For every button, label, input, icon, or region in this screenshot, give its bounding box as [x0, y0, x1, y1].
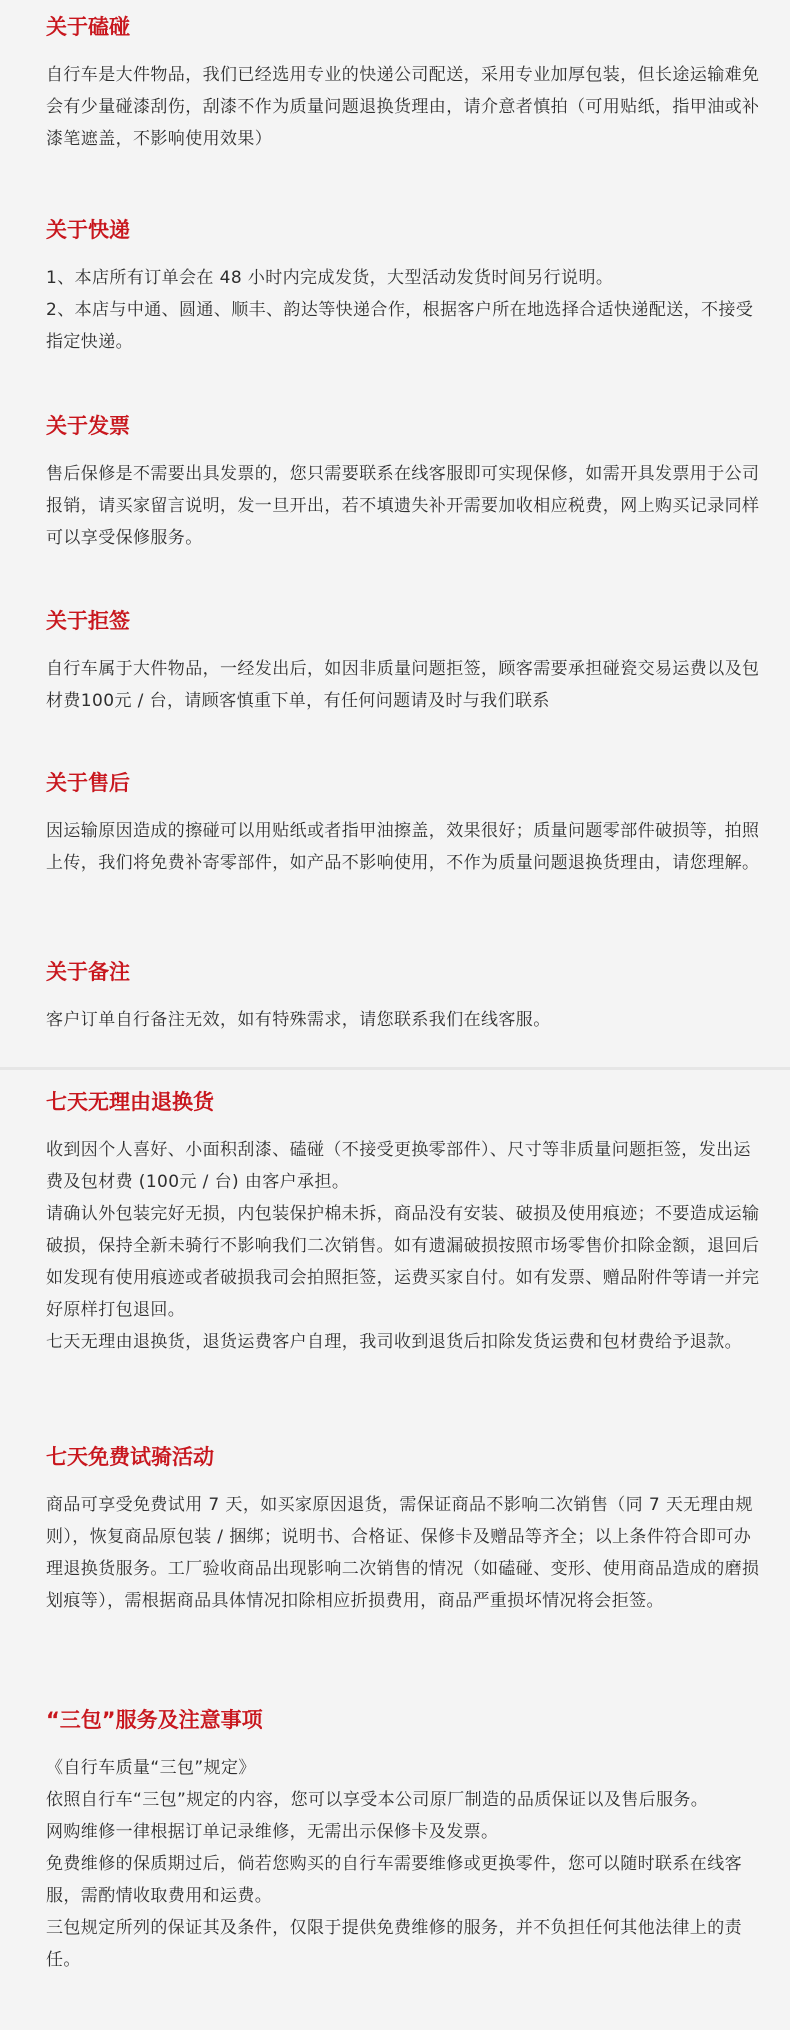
paragraph: 免费维修的保质期过后，倘若您购买的自行车需要维修或更换零件，您可以随时联系在线客服，需酌情收取费用和运费。: [46, 1854, 742, 1906]
paragraph: 售后保修是不需要出具发票的，您只需要联系在线客服即可实现保修，如需开具发票用于公司报销，请买家留言说明，发一旦开出，若不填遗失补开需要加收相应税费，网上购买记录同样可以享受保修服务。: [46, 464, 760, 548]
section-body: [46, 1004, 766, 1036]
paragraph: 七天无理由退换货，退货运费客户自理，我司收到退货后扣除发货运费和包材费给予退款。: [46, 1332, 742, 1352]
paragraph: 1、本店所有订单会在 48 小时内完成发货，大型活动发货时间另行说明。: [46, 268, 614, 288]
section-title: “三包”服务及注意事项: [46, 1708, 263, 1732]
section-body: [46, 1752, 766, 1976]
section-free-trial: [46, 1443, 766, 1617]
section-express: [46, 216, 766, 358]
section-three-guarantees: [46, 1706, 766, 1976]
paragraph: 因运输原因造成的擦碰可以用贴纸或者指甲油擦盖，效果很好；质量问题零部件破损等，拍照上传，我们将免费补寄零部件，如产品不影响使用，不作为质量问题退换货理由，请您理解。: [46, 821, 760, 873]
section-title: 七天无理由退换货: [46, 1090, 214, 1114]
section-body: [46, 1489, 766, 1617]
section-body: [46, 262, 766, 358]
section-title: 七天免费试骑活动: [46, 1445, 214, 1469]
section-title: 关于售后: [46, 771, 130, 795]
paragraph: 自行车是大件物品，我们已经选用专业的快递公司配送，采用专业加厚包装，但长途运输难免会有少量碰漆刮伤，刮漆不作为质量问题退换货理由，请介意者慎拍（可用贴纸，指甲油或补漆笔遮盖，不影响使用效果）: [46, 65, 760, 149]
paragraph: 三包规定所列的保证其及条件，仅限于提供免费维修的服务，并不负担任何其他法律上的责任。: [46, 1918, 742, 1970]
section-after-sales: [46, 769, 766, 879]
paragraph: 请确认外包装完好无损，内包装保护棉未拆，商品没有安装、破损及使用痕迹；不要造成运输破损，保持全新未骑行不影响我们二次销售。如有遗漏破损按照市场零售价扣除金额，退回后如发现有使用痕迹或者破损我司会拍照拒签，运费买家自付。如有发票、赠品附件等请一并完好原样打包退回。: [46, 1204, 760, 1320]
paragraph: 自行车属于大件物品，一经发出后，如因非质量问题拒签，顾客需要承担碰瓷交易运费以及包材费100元 / 台，请顾客慎重下单，有任何问题请及时与我们联系: [46, 659, 760, 711]
section-title: 关于拒签: [46, 609, 130, 633]
section-refusal: [46, 607, 766, 717]
section-body: [46, 458, 766, 554]
section-title: 关于磕碰: [46, 15, 130, 39]
section-title: 关于发票: [46, 414, 130, 438]
section-seven-day-return: [46, 1088, 766, 1358]
paragraph: 网购维修一律根据订单记录维修，无需出示保修卡及发票。: [46, 1822, 499, 1842]
paragraph: 客户订单自行备注无效，如有特殊需求，请您联系我们在线客服。: [46, 1010, 551, 1030]
section-remarks: [46, 958, 766, 1036]
paragraph: 《自行车质量“三包”规定》: [46, 1758, 256, 1778]
section-invoice: [46, 412, 766, 554]
paragraph: 收到因个人喜好、小面积刮漆、磕碰（不接受更换零部件）、尺寸等非质量问题拒签，发出运费及包材费 (100元 / 台) 由客户承担。: [46, 1140, 751, 1192]
paragraph: 依照自行车“三包”规定的内容，您可以享受本公司原厂制造的品质保证以及售后服务。: [46, 1790, 709, 1810]
section-collision: [46, 13, 766, 155]
section-title: 关于备注: [46, 960, 130, 984]
section-body: [46, 815, 766, 879]
section-body: [46, 1134, 766, 1358]
section-title: 关于快递: [46, 218, 130, 242]
paragraph: 商品可享受免费试用 7 天，如买家原因退货，需保证商品不影响二次销售（同 7 天无理由规则），恢复商品原包装 / 捆绑；说明书、合格证、保修卡及赠品等齐全；以上条件符合即可办理退换货服务。工厂验收商品出现影响二次销售的情况（如磕碰、变形、使用商品造成的磨损划痕等），需根据商品具体情况扣除相应折损费用，商品严重损坏情况将会拒签。: [46, 1495, 760, 1611]
section-body: [46, 59, 766, 155]
paragraph: 2、本店与中通、圆通、顺丰、韵达等快递合作，根据客户所在地选择合适快递配送，不接受指定快递。: [46, 300, 754, 352]
section-body: [46, 653, 766, 717]
